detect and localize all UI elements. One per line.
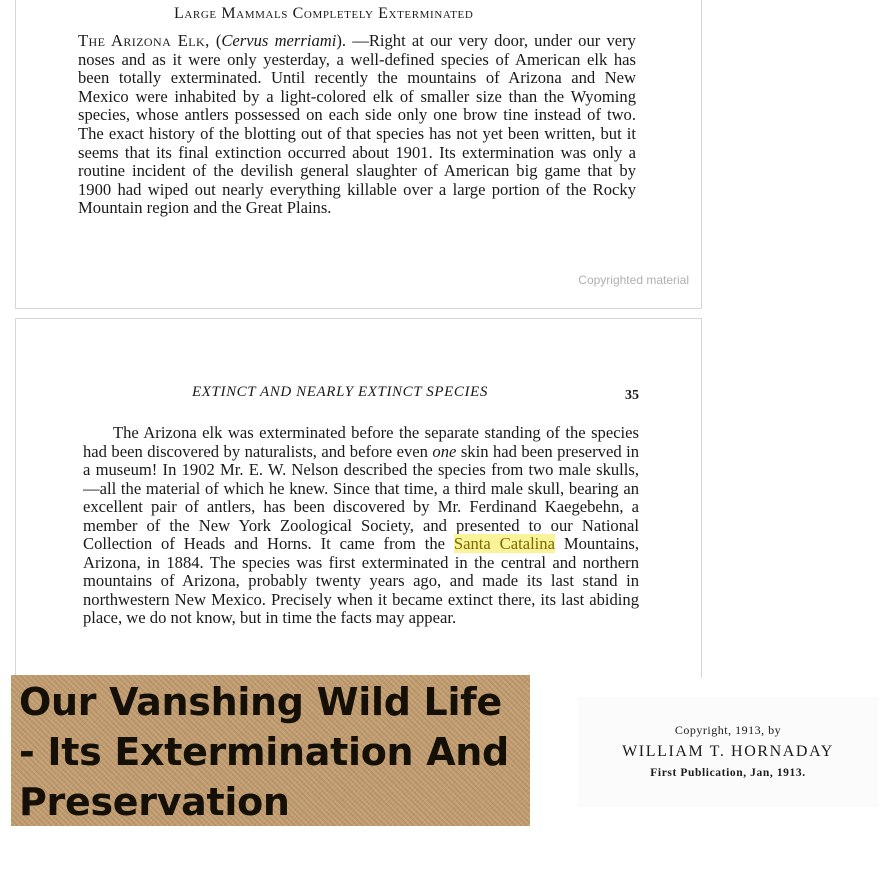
paragraph-extinction: [83, 424, 639, 628]
running-head: EXTINCT AND NEARLY EXTINCT SPECIES: [192, 384, 488, 400]
book-title: Our Vanshing Wild Life - Its Extermination And Preservation: [19, 680, 509, 824]
lead-name: The Arizona Elk,: [78, 31, 210, 50]
italic-one: one: [432, 441, 457, 461]
book-title-banner: [11, 675, 530, 826]
author-name: WILLIAM T. HORNADAY: [622, 743, 834, 760]
copyrighted-material-label: Copyrighted material: [578, 273, 689, 287]
paragraph-part-1: The Arizona elk was exterminated before the separate standing of the species had been discovered by naturalists, and before even: [83, 423, 639, 461]
highlighted-santa-catalina[interactable]: Santa Catalina: [453, 534, 555, 553]
paragraph-body: ). —Right at our very door, under our very noses and as it were only yesterday, a well-defined species of American elk has been totally exterminated. Until recently the mountains of Arizona and New Mexico were inhabited by a light-colored elk of smaller size than the Wyoming species, whose antlers possessed on each side only one brow tine instead of two. The exact history of the blotting out of that species has not yet been written, but it seems that its final extinction occurred about 1901. Its extermination was only a routine incident of the devilish general slaughter of American big game that by 1900 had wiped out nearly everything killable over a large portion of the Rocky Mountain region and the Great Plains.: [78, 31, 636, 218]
latin-name: Cervus merriami: [221, 31, 337, 50]
paragraph-part-3: Mountains, Arizona, in 1884. The species was first exterminated in the central and northern mountains of Arizona, probably twenty years ago, and made its last stand in northwestern New Mexico. Precisely when it became extinct there, its last abiding place, we do not know, but in time the facts may appear.: [83, 534, 639, 627]
copyright-notice-box: [578, 697, 878, 807]
copyright-line: Copyright, 1913, by: [674, 723, 782, 737]
paragraph-arizona-elk: The Arizona Elk, (Cervus merriami). —Right at our very door, under our very noses and as it were only yesterday, a well-defined species of American elk has been totally exterminated. Until recently the mountains of Arizona and New Mexico were inhabited by a light-colored elk of smaller size than the Wyoming species, whose antlers possessed on each side only one brow tine instead of two. The exact history of the blotting out of that species has not yet been written, but it seems that its final extinction occurred about 1901. Its extermination was only a routine incident of the devilish general slaughter of American big game that by 1900 had wiped out nearly everything killable over a large portion of the Rocky Mountain region and the Great Plains.: [78, 31, 636, 218]
paragraph-part-2: skin had been preserved in a museum! In 1902 Mr. E. W. Nelson described the species from two male skulls,—all the material of which he knew. Since that time, a third male skull, bearing an excellent pair of antlers, has been discovered by Mr. Ferdinand Kaegebehn, a member of the New York Zoological Society, and presented to our National Collection of Heads and Horns. It came from the: [83, 441, 639, 553]
publication-date: First Publication, Jan, 1913.: [650, 767, 806, 779]
page-number: 35: [625, 388, 639, 403]
section-heading: Large Mammals Completely Exterminated: [174, 5, 474, 22]
book-page-top: [15, 0, 702, 309]
book-page-bottom: [15, 318, 702, 678]
